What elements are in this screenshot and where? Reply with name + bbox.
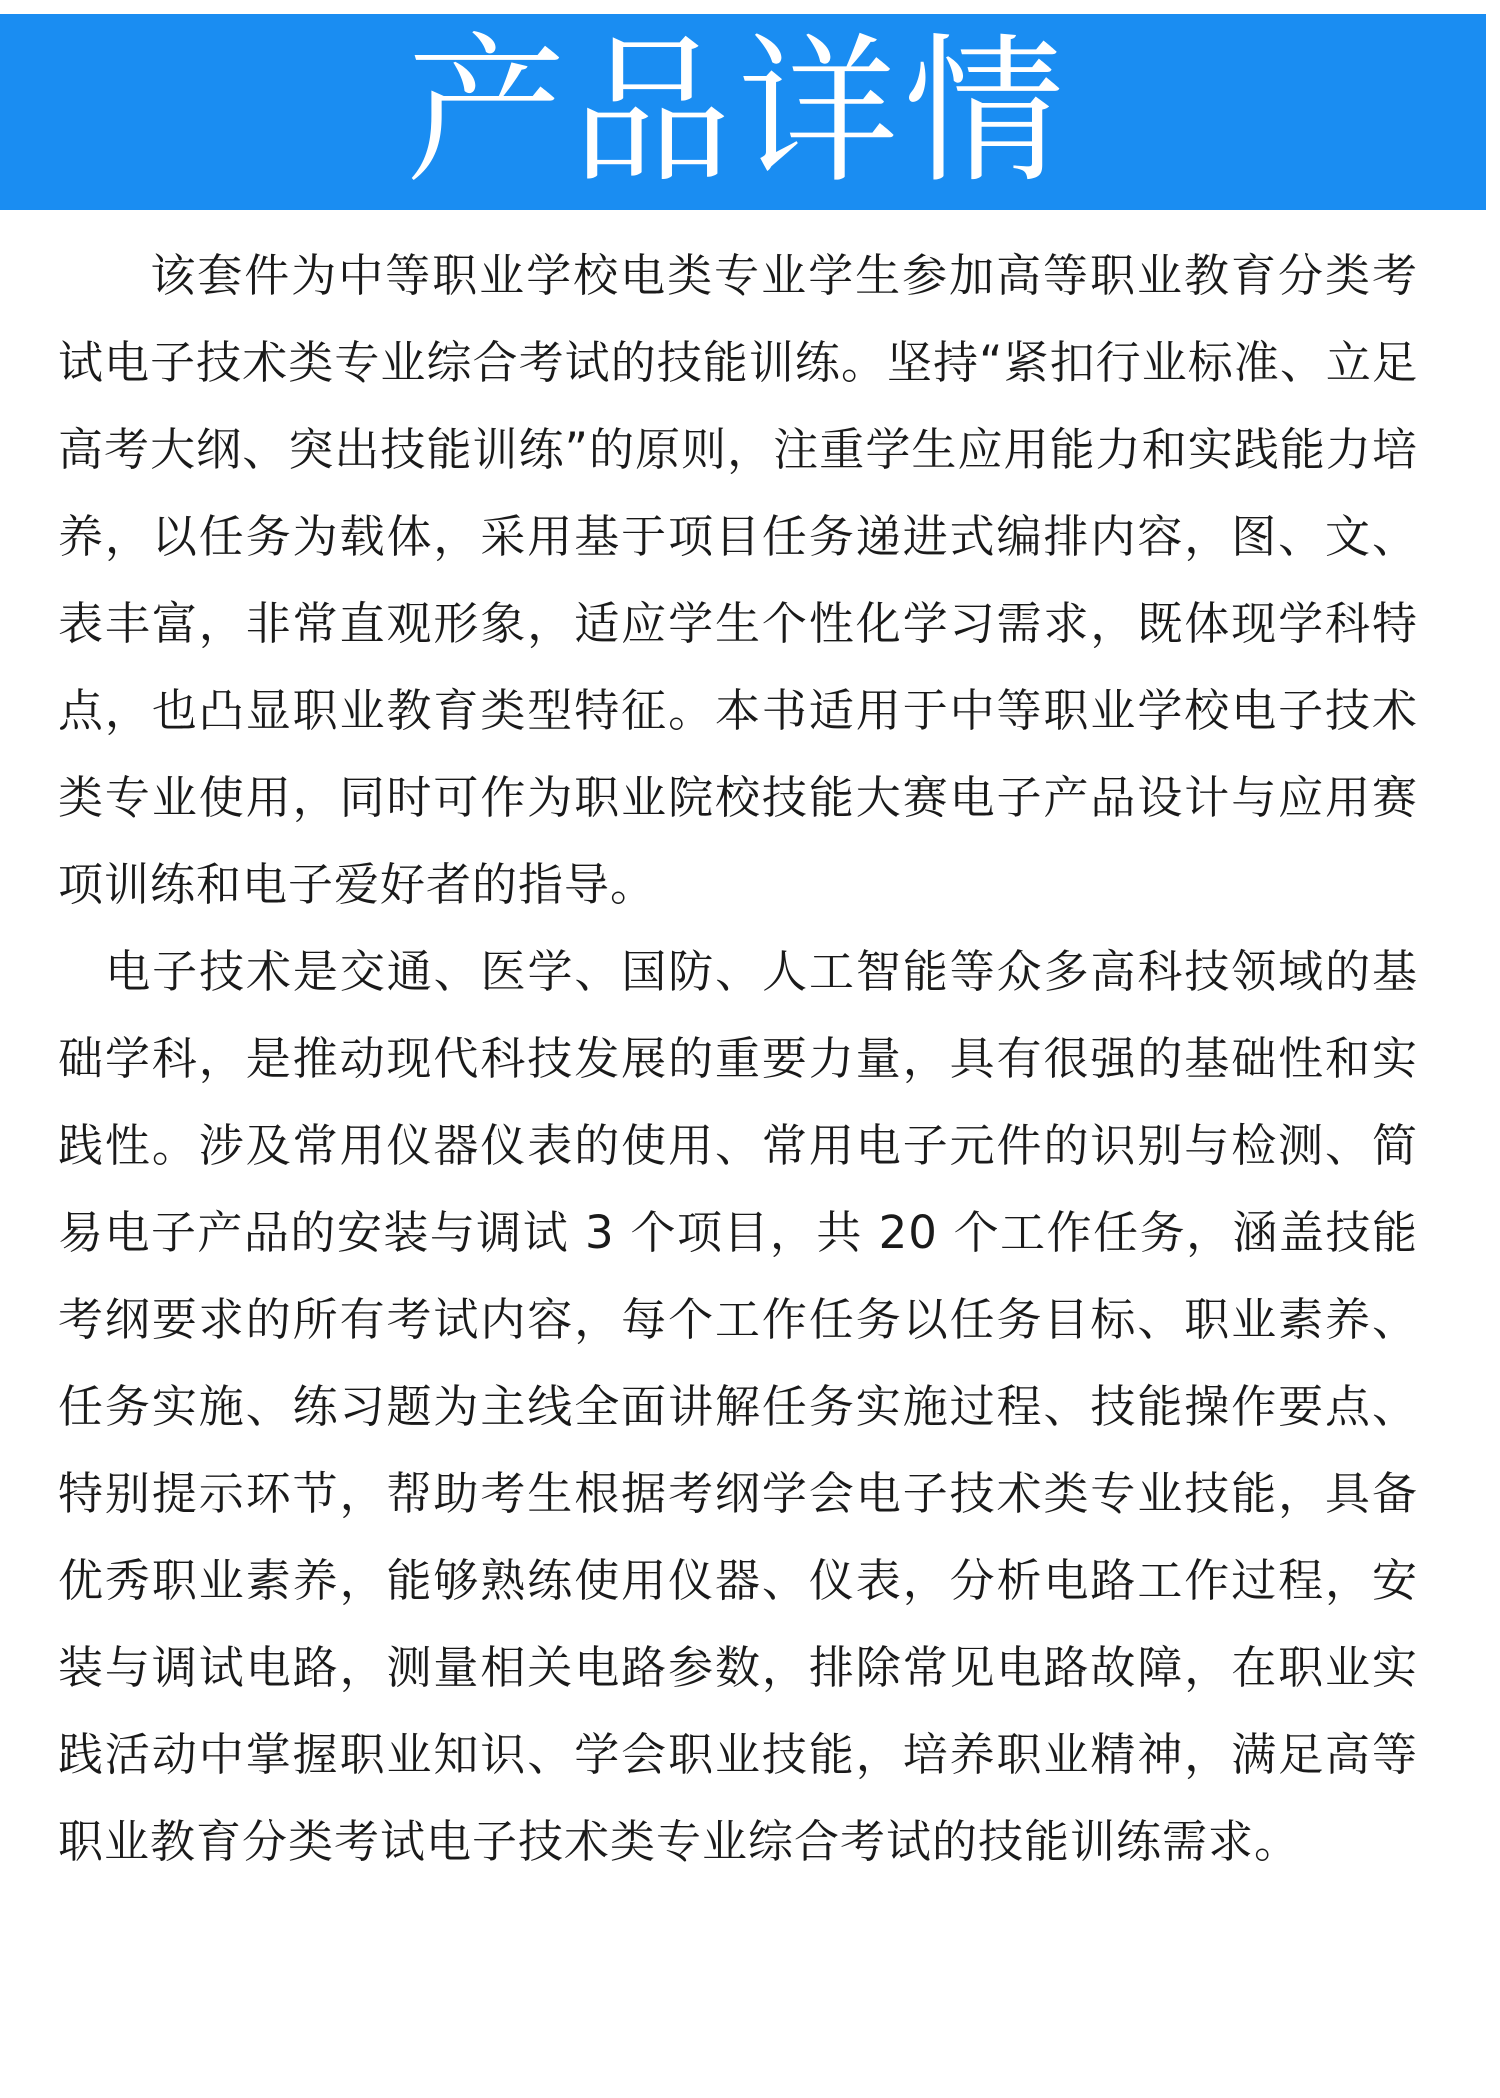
page-title: 产品详情 — [405, 18, 1070, 205]
description-paragraph-2: 电子技术是交通、医学、国防、人工智能等众多高科技领域的基础学科，是推动现代科技发展的重要力量，具有很强的基础性和实践性。涉及常用仪器仪表的使用、常用电子元件的识别与检测、简易电子产品的安装与调试 3 个项目，共 20 个工作任务，涵盖技能考纲要求的所有考试内容，每个工作任务以任务目标、职业素养、任务实施、练习题为主线全面讲解任务实施过程、技能操作要点、特别提示环节，帮助考生根据考纲学会电子技术类专业技能，具备优秀职业素养，能够熟练使用仪器、仪表，分析电路工作过程，安装与调试电路，测量相关电路参数，排除常见电路故障，在职业实践活动中掌握职业知识、学会职业技能，培养职业精神，满足高等职业教育分类考试电子技术类专业综合考试的技能训练需求。 — [58, 945, 1418, 1868]
product-description — [58, 232, 1418, 1885]
header-banner — [0, 14, 1486, 210]
description-paragraph-1: 该套件为中等职业学校电类专业学生参加高等职业教育分类考试电子技术类专业综合考试的技能训练。坚持“紧扣行业标准、立足高考大纲、突出技能训练”的原则，注重学生应用能力和实践能力培养，以任务为载体，采用基于项目任务递进式编排内容，图、文、表丰富，非常直观形象，适应学生个性化学习需求，既体现学科特点，也凸显职业教育类型特征。本书适用于中等职业学校电子技术类专业使用，同时可作为职业院校技能大赛电子产品设计与应用赛项训练和电子爱好者的指导。 — [58, 249, 1418, 911]
